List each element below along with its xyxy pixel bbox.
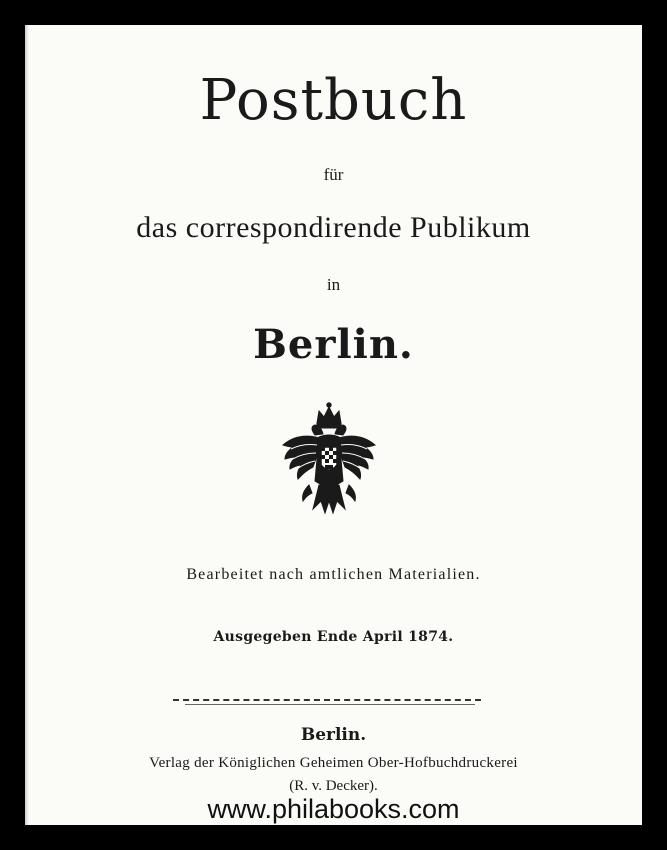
book-subtitle: das correspondirende Publikum: [136, 211, 531, 244]
imprint-publisher: Verlag der Königlichen Geheimen Ober-Hofbuchdruckerei: [149, 755, 518, 771]
imprint-place: Berlin.: [300, 725, 367, 745]
imperial-eagle-icon: [279, 401, 379, 531]
book-title: Postbuch: [199, 68, 468, 133]
city-name: Berlin.: [253, 321, 414, 368]
ornamental-divider: [173, 699, 481, 701]
title-page: [25, 25, 642, 825]
ornamental-divider-rule: [185, 704, 475, 705]
preposition-fuer: für: [323, 165, 344, 184]
edited-note: Bearbeitet nach amtlichen Materialien.: [186, 566, 481, 583]
imprint-printer: (R. v. Decker).: [289, 778, 378, 794]
issued-note: Ausgegeben Ende April 1874.: [213, 629, 454, 645]
preposition-in: in: [326, 275, 341, 294]
watermark-url: www.philabooks.com: [207, 794, 460, 824]
